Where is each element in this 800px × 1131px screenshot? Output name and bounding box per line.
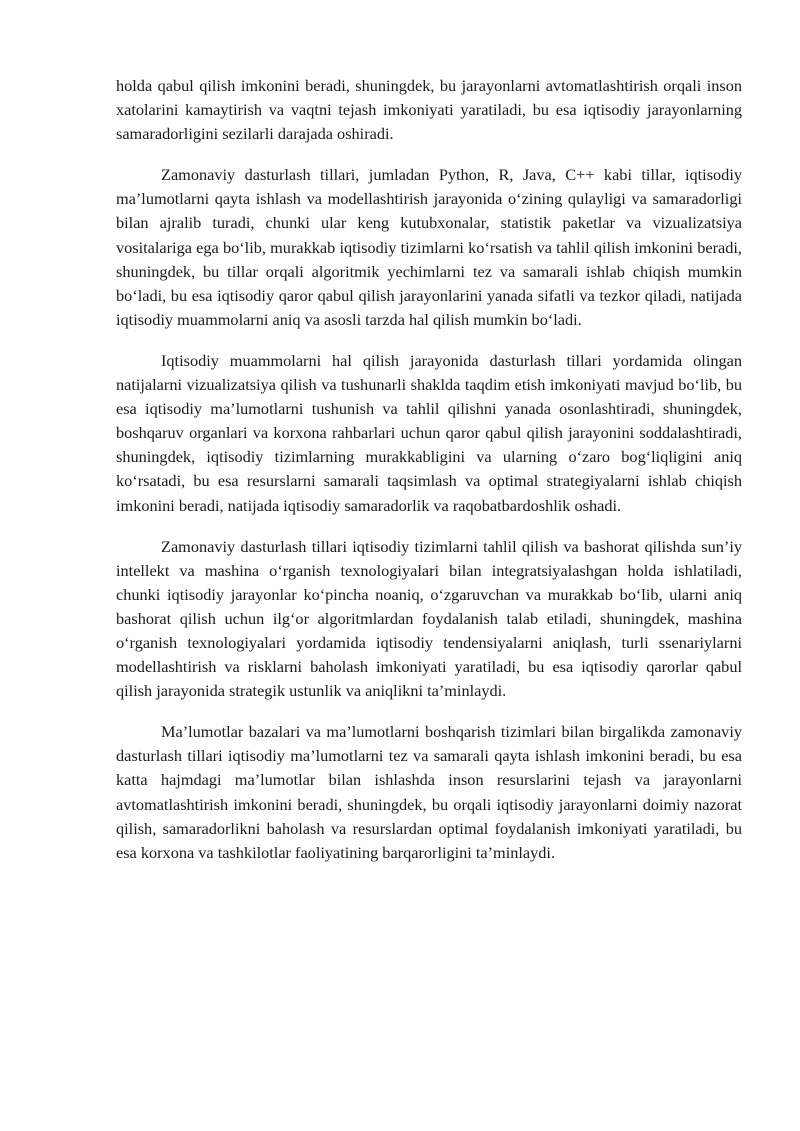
paragraph-ai-integration: Zamonaviy dasturlash tillari iqtisodiy tizimlarni tahlil qilish va bashorat qilishda sun’iy intellekt va mashina o‘rganish texnologiyalari bilan integratsiyalashgan holda ishlatiladi, chunki iqtisodiy jarayonlar ko‘pincha noaniq, o‘zgaruvchan va murakkab bo‘lib, ularni aniq bashorat qilish uchun ilg‘or algoritmlardan foydalanish talab etiladi, shuningdek, mashina o‘rganish texnologiyalari yordamida iqtisodiy tendensiyalarni aniqlash, turli ssenariylarni modellashtirish va risklarni baholash imkoniyati yaratiladi, bu esa iqtisodiy qarorlar qabul qilish jarayonida strategik ustunlik va aniqlikni ta’minlaydi.: [116, 536, 742, 701]
paragraph-programming-languages: Zamonaviy dasturlash tillari, jumladan Python, R, Java, C++ kabi tillar, iqtisodiy ma’lumotlarni qayta ishlash va modellashtirish jarayonida o‘zining qulayligi va samaradorligi bilan ajralib turadi, chunki ular keng kutubxonalar, statistik paketlar va vizualizatsiya vositalariga ega bo‘lib, murakkab iqtisodiy tizimlarni ko‘rsatish va tahlil qilish imkonini beradi, shuningdek, bu tillar orqali algoritmik yechimlarni tez va samarali ishlab chiqish mumkin bo‘ladi, bu esa iqtisodiy qaror qabul qilish jarayonlarini yanada sifatli va tezkor qiladi, natijada iqtisodiy muammolarni aniq va asosli tarzda hal qilish mumkin bo‘ladi.: [116, 165, 742, 329]
paragraph-databases: Ma’lumotlar bazalari va ma’lumotlarni boshqarish tizimlari bilan birgalikda zamonaviy dasturlash tillari iqtisodiy ma’lumotlarni tez va samarali qayta ishlash imkonini beradi, bu esa katta hajmdagi ma’lumotlar bilan ishlashda inson resurslarini tejash va jarayonlarni avtomatlashtirish imkonini beradi, shuningdek, bu orqali iqtisodiy jarayonlarni doimiy nazorat qilish, samaradorlikni baholash va resurslardan optimal foydalanish imkoniyati yaratiladi, bu esa korxona va tashkilotlar faoliyatining barqarorligini ta’minlaydi.: [116, 722, 742, 862]
document-page: [116, 74, 742, 865]
paragraph-visualization: Iqtisodiy muammolarni hal qilish jarayonida dasturlash tillari yordamida olingan natijalarni vizualizatsiya qilish va tushunarli shaklda taqdim etish imkoniyati mavjud bo‘lib, bu esa iqtisodiy ma’lumotlarni tushunish va tahlil qilishni yanada osonlashtiradi, shuningdek, boshqaruv organlari va korxona rahbarlari uchun qaror qabul qilish jarayonini soddalashtiradi, shuningdek, iqtisodiy tizimlarning murakkabligini va ularning o‘zaro bog‘liqligini aniq ko‘rsatadi, bu esa resurslarni samarali taqsimlash va optimal strategiyalarni ishlab chiqish imkonini beradi, natijada iqtisodiy samaradorlik va raqobatbardoshlik oshadi.: [116, 350, 742, 515]
paragraph-continuation: holda qabul qilish imkonini beradi, shuningdek, bu jarayonlarni avtomatlashtirish orqali inson xatolarini kamaytirish va vaqtni tejash imkoniyati yaratiladi, bu esa iqtisodiy jarayonlarning samaradorligini sezilarli darajada oshiradi.: [116, 76, 742, 144]
